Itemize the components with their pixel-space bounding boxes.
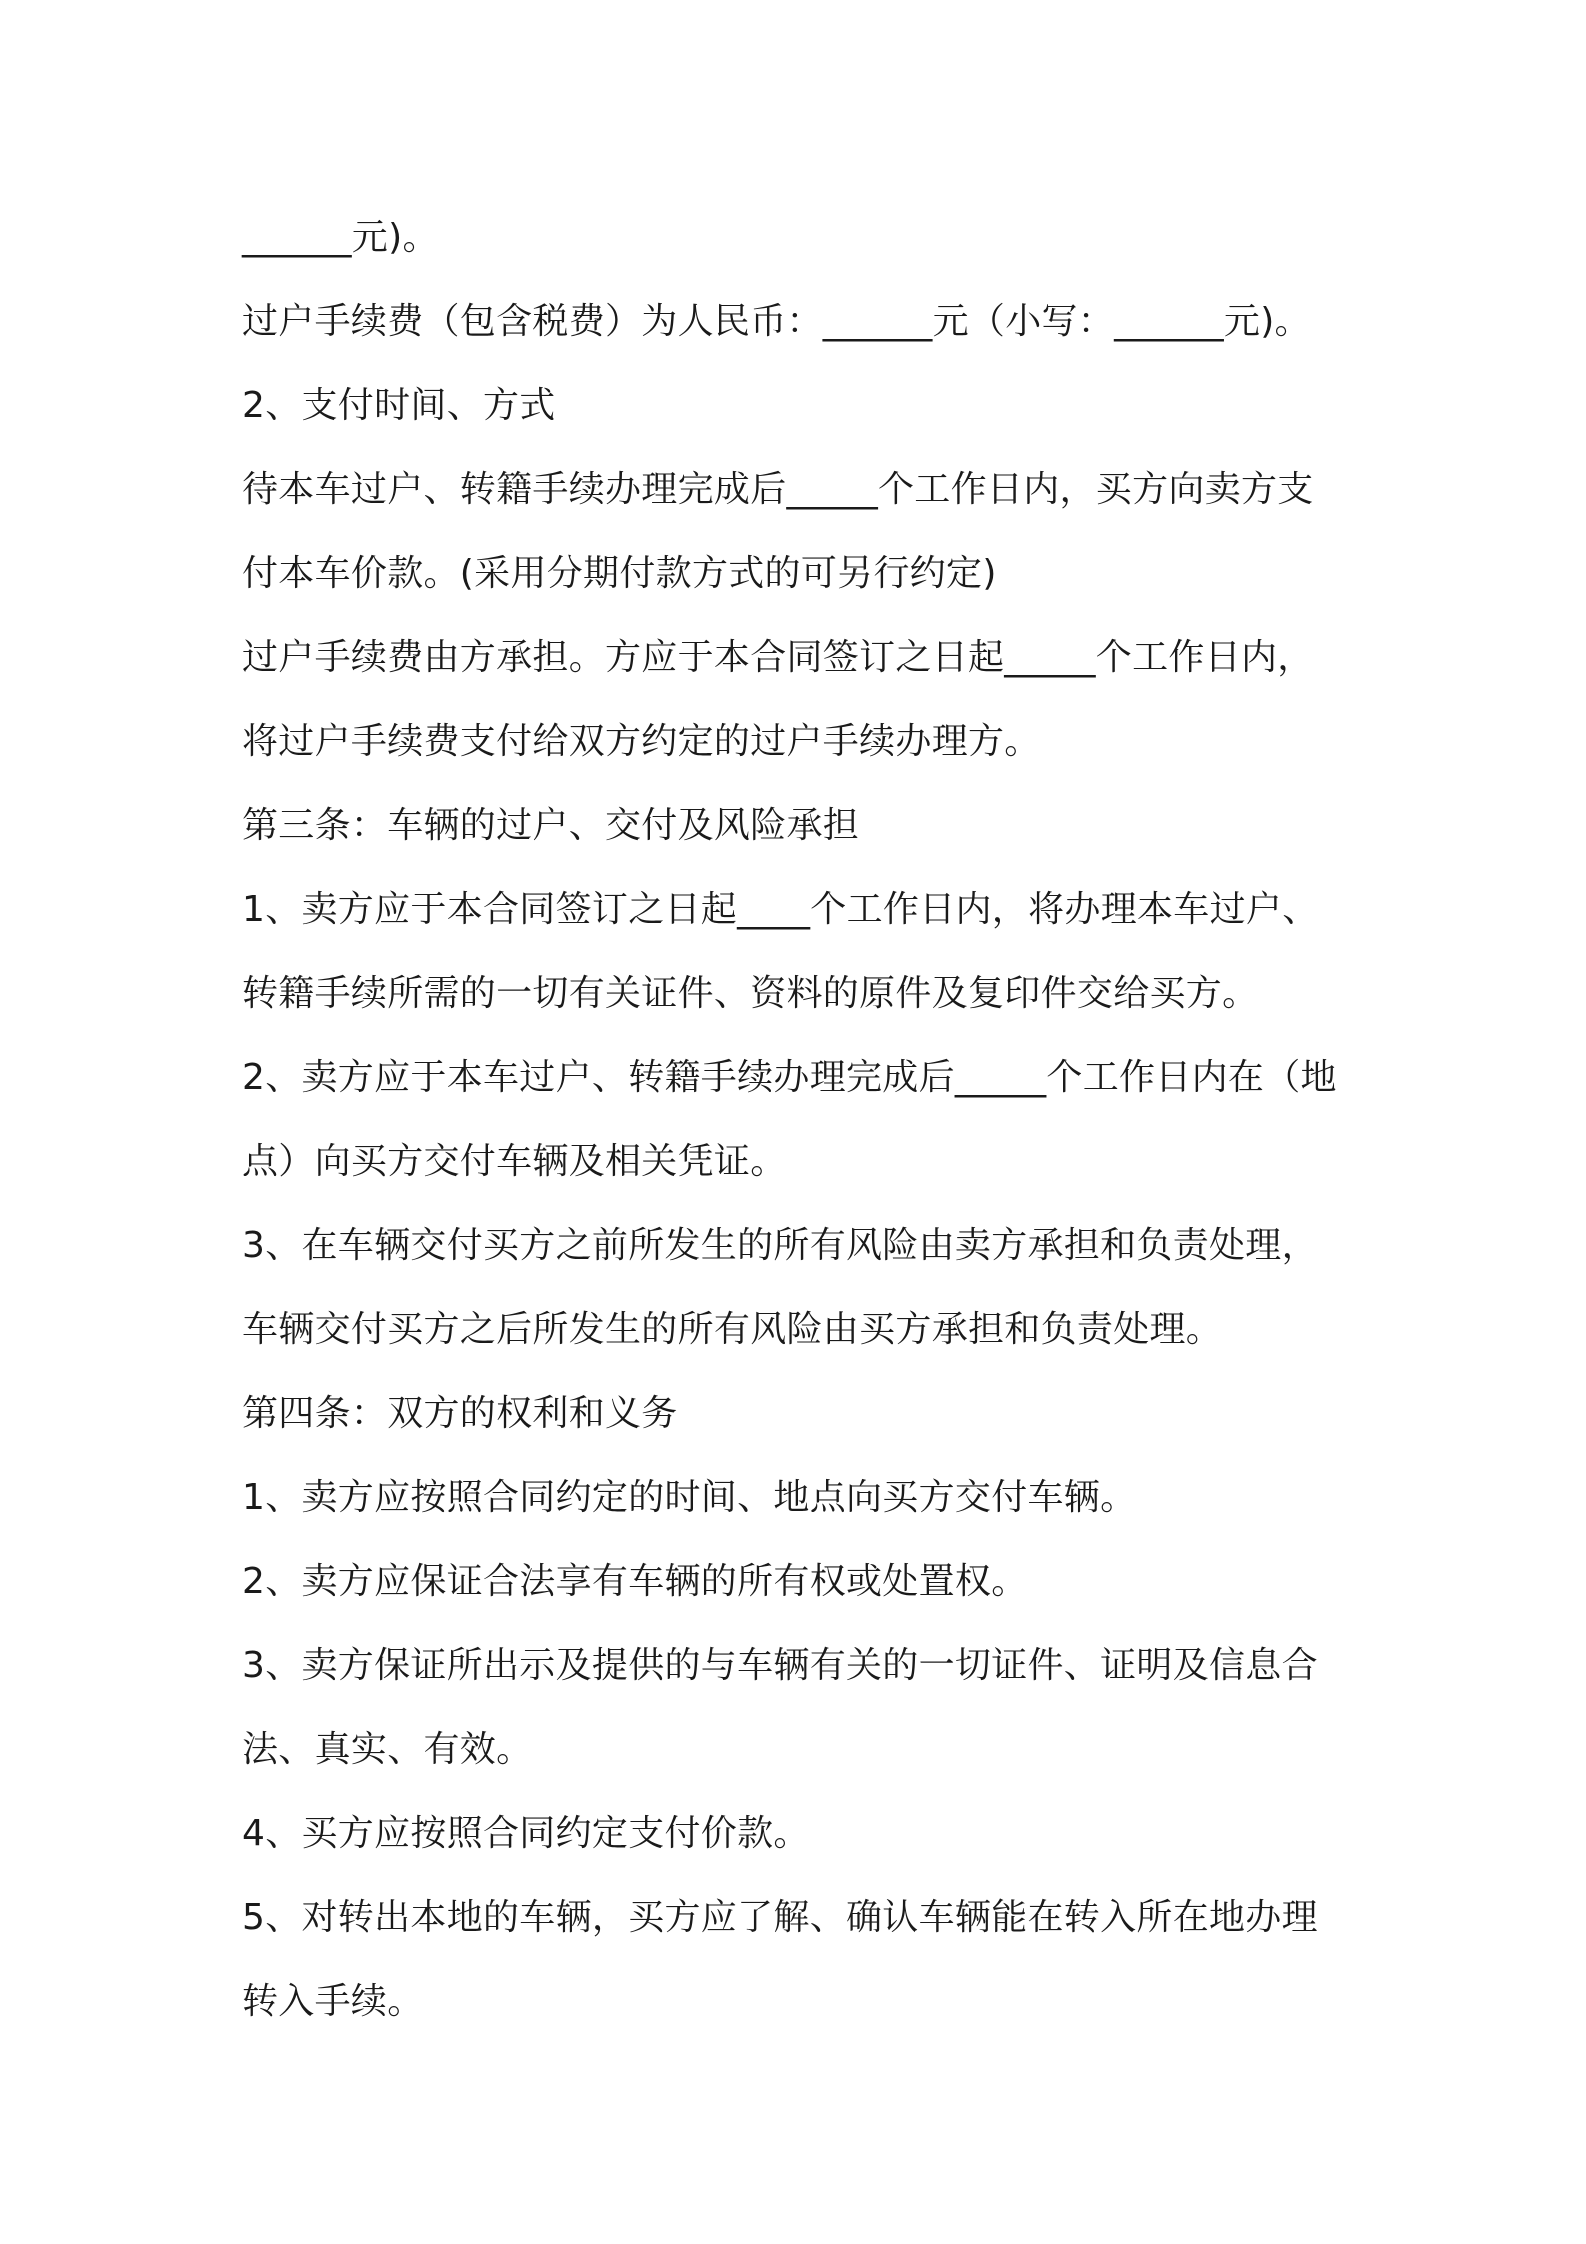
section-heading: 第三条：车辆的过户、交付及风险承担 [242,805,860,846]
text-line: 转入手续。 [242,1981,424,2022]
text-line: 过户手续费（包含税费）为人民币：______元（小写：______元)。 [242,301,1311,342]
text-line: ______元)。 [242,217,439,258]
text-line: 转籍手续所需的一切有关证件、资料的原件及复印件交给买方。 [242,973,1259,1014]
text-line: 车辆交付买方之后所发生的所有风险由买方承担和负责处理。 [242,1309,1223,1350]
text-line: 法、真实、有效。 [242,1729,533,1770]
text-line: 2、支付时间、方式 [242,385,556,426]
section-heading: 第四条：双方的权利和义务 [242,1393,678,1434]
text-line: 待本车过户、转籍手续办理完成后_____个工作日内，买方向卖方支 [242,469,1314,510]
text-line: 2、卖方应保证合法享有车辆的所有权或处置权。 [242,1561,1028,1602]
text-line: 1、卖方应按照合同约定的时间、地点向买方交付车辆。 [242,1477,1137,1518]
document-body [242,196,1362,2044]
text-line: 3、卖方保证所出示及提供的与车辆有关的一切证件、证明及信息合 [242,1645,1318,1686]
text-line: 4、买方应按照合同约定支付价款。 [242,1813,810,1854]
text-line: 5、对转出本地的车辆，买方应了解、确认车辆能在转入所在地办理 [242,1897,1318,1938]
text-line: 3、在车辆交付买方之前所发生的所有风险由卖方承担和负责处理， [242,1225,1318,1266]
text-line: 点）向买方交付车辆及相关凭证。 [242,1141,787,1182]
text-line: 将过户手续费支付给双方约定的过户手续办理方。 [242,721,1041,762]
text-line: 过户手续费由方承担。方应于本合同签订之日起_____个工作日内， [242,637,1314,678]
text-line: 2、卖方应于本车过户、转籍手续办理完成后_____个工作日内在（地 [242,1057,1337,1098]
text-line: 1、卖方应于本合同签订之日起____个工作日内，将办理本车过户、 [242,889,1319,930]
text-line: 付本车价款。(采用分期付款方式的可另行约定) [242,553,997,594]
